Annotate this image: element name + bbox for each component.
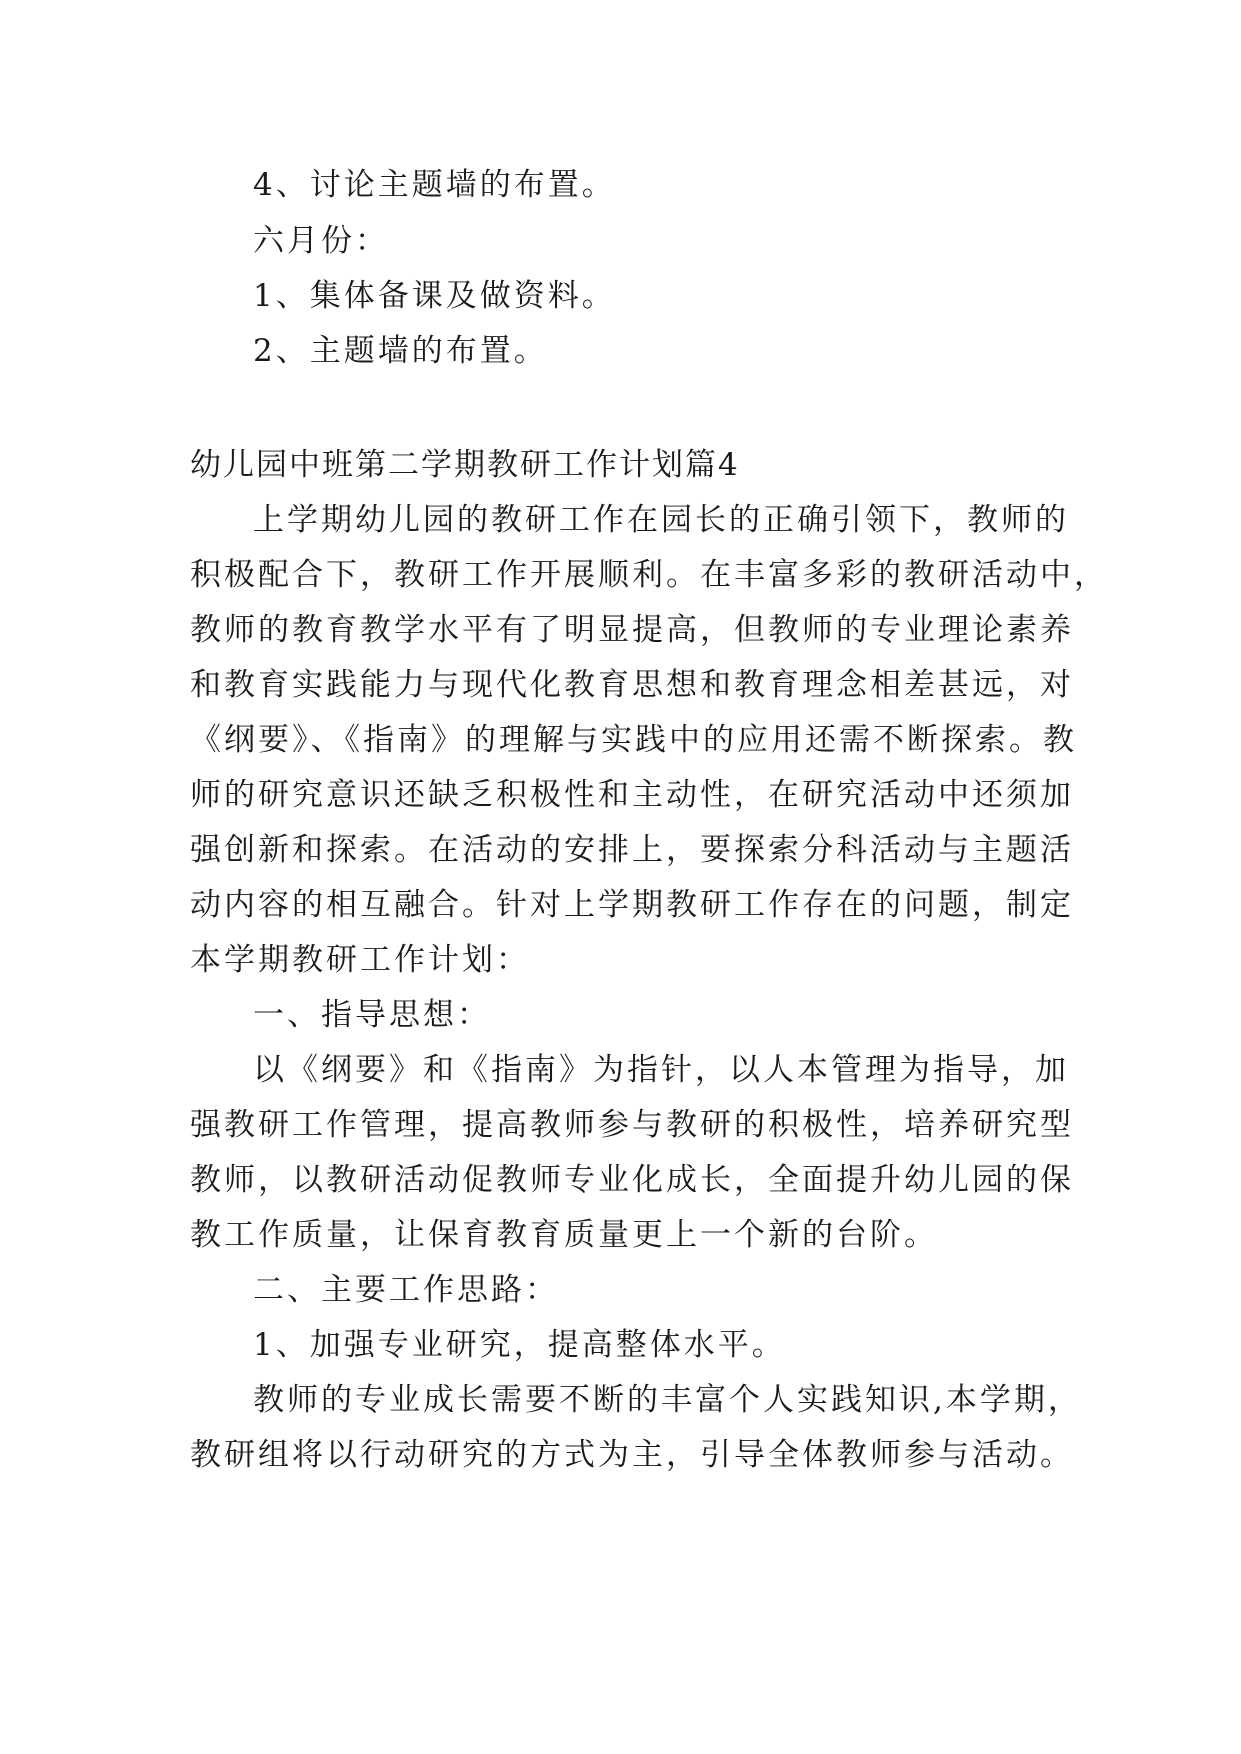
intro-line-7: 强创新和探索。在活动的安排上，要探索分科活动与主题活 <box>190 832 1074 868</box>
section1-line-4: 教工作质量，让保育教育质量更上一个新的台阶。 <box>190 1217 938 1253</box>
section2-line-2: 教研组将以行动研究的方式为主，引导全体教师参与活动。 <box>190 1437 1074 1473</box>
intro-line-3: 教师的教育教学水平有了明显提高，但教师的专业理论素养 <box>190 612 1074 648</box>
list-item-discuss-theme-wall: 4、讨论主题墙的布置。 <box>253 167 616 203</box>
list-item-collective-lesson-prep: 1、集体备课及做资料。 <box>253 278 616 314</box>
intro-line-2: 积极配合下，教研工作开展顺利。在丰富多彩的教研活动中， <box>190 557 1108 593</box>
section2-line-1: 教师的专业成长需要不断的丰富个人实践知识,本学期， <box>253 1382 1082 1418</box>
intro-line-5: 《纲要》、《指南》的理解与实践中的应用还需不断探索。教 <box>190 722 1077 758</box>
intro-line-4: 和教育实践能力与现代化教育思想和教育理念相差甚远，对 <box>190 667 1074 703</box>
section1-heading: 一、指导思想： <box>253 997 491 1033</box>
intro-line-9: 本学期教研工作计划： <box>190 942 530 978</box>
intro-line-8: 动内容的相互融合。针对上学期教研工作存在的问题，制定 <box>190 887 1074 923</box>
section1-line-1: 以《纲要》和《指南》为指针，以人本管理为指导，加 <box>253 1052 1069 1088</box>
section1-line-3: 教师，以教研活动促教师专业化成长，全面提升幼儿园的保 <box>190 1162 1074 1198</box>
june-heading: 六月份： <box>253 223 389 259</box>
list-item-theme-wall-layout: 2、主题墙的布置。 <box>253 333 548 369</box>
intro-line-6: 师的研究意识还缺乏积极性和主动性，在研究活动中还须加 <box>190 777 1074 813</box>
section1-line-2: 强教研工作管理，提高教师参与教研的积极性，培养研究型 <box>190 1107 1074 1143</box>
intro-line-1: 上学期幼儿园的教研工作在园长的正确引领下，教师的 <box>253 502 1069 538</box>
article-title: 幼儿园中班第二学期教研工作计划篇4 <box>190 447 740 483</box>
section2-heading: 二、主要工作思路： <box>253 1272 559 1308</box>
section2-item-1: 1、加强专业研究，提高整体水平。 <box>253 1327 786 1363</box>
